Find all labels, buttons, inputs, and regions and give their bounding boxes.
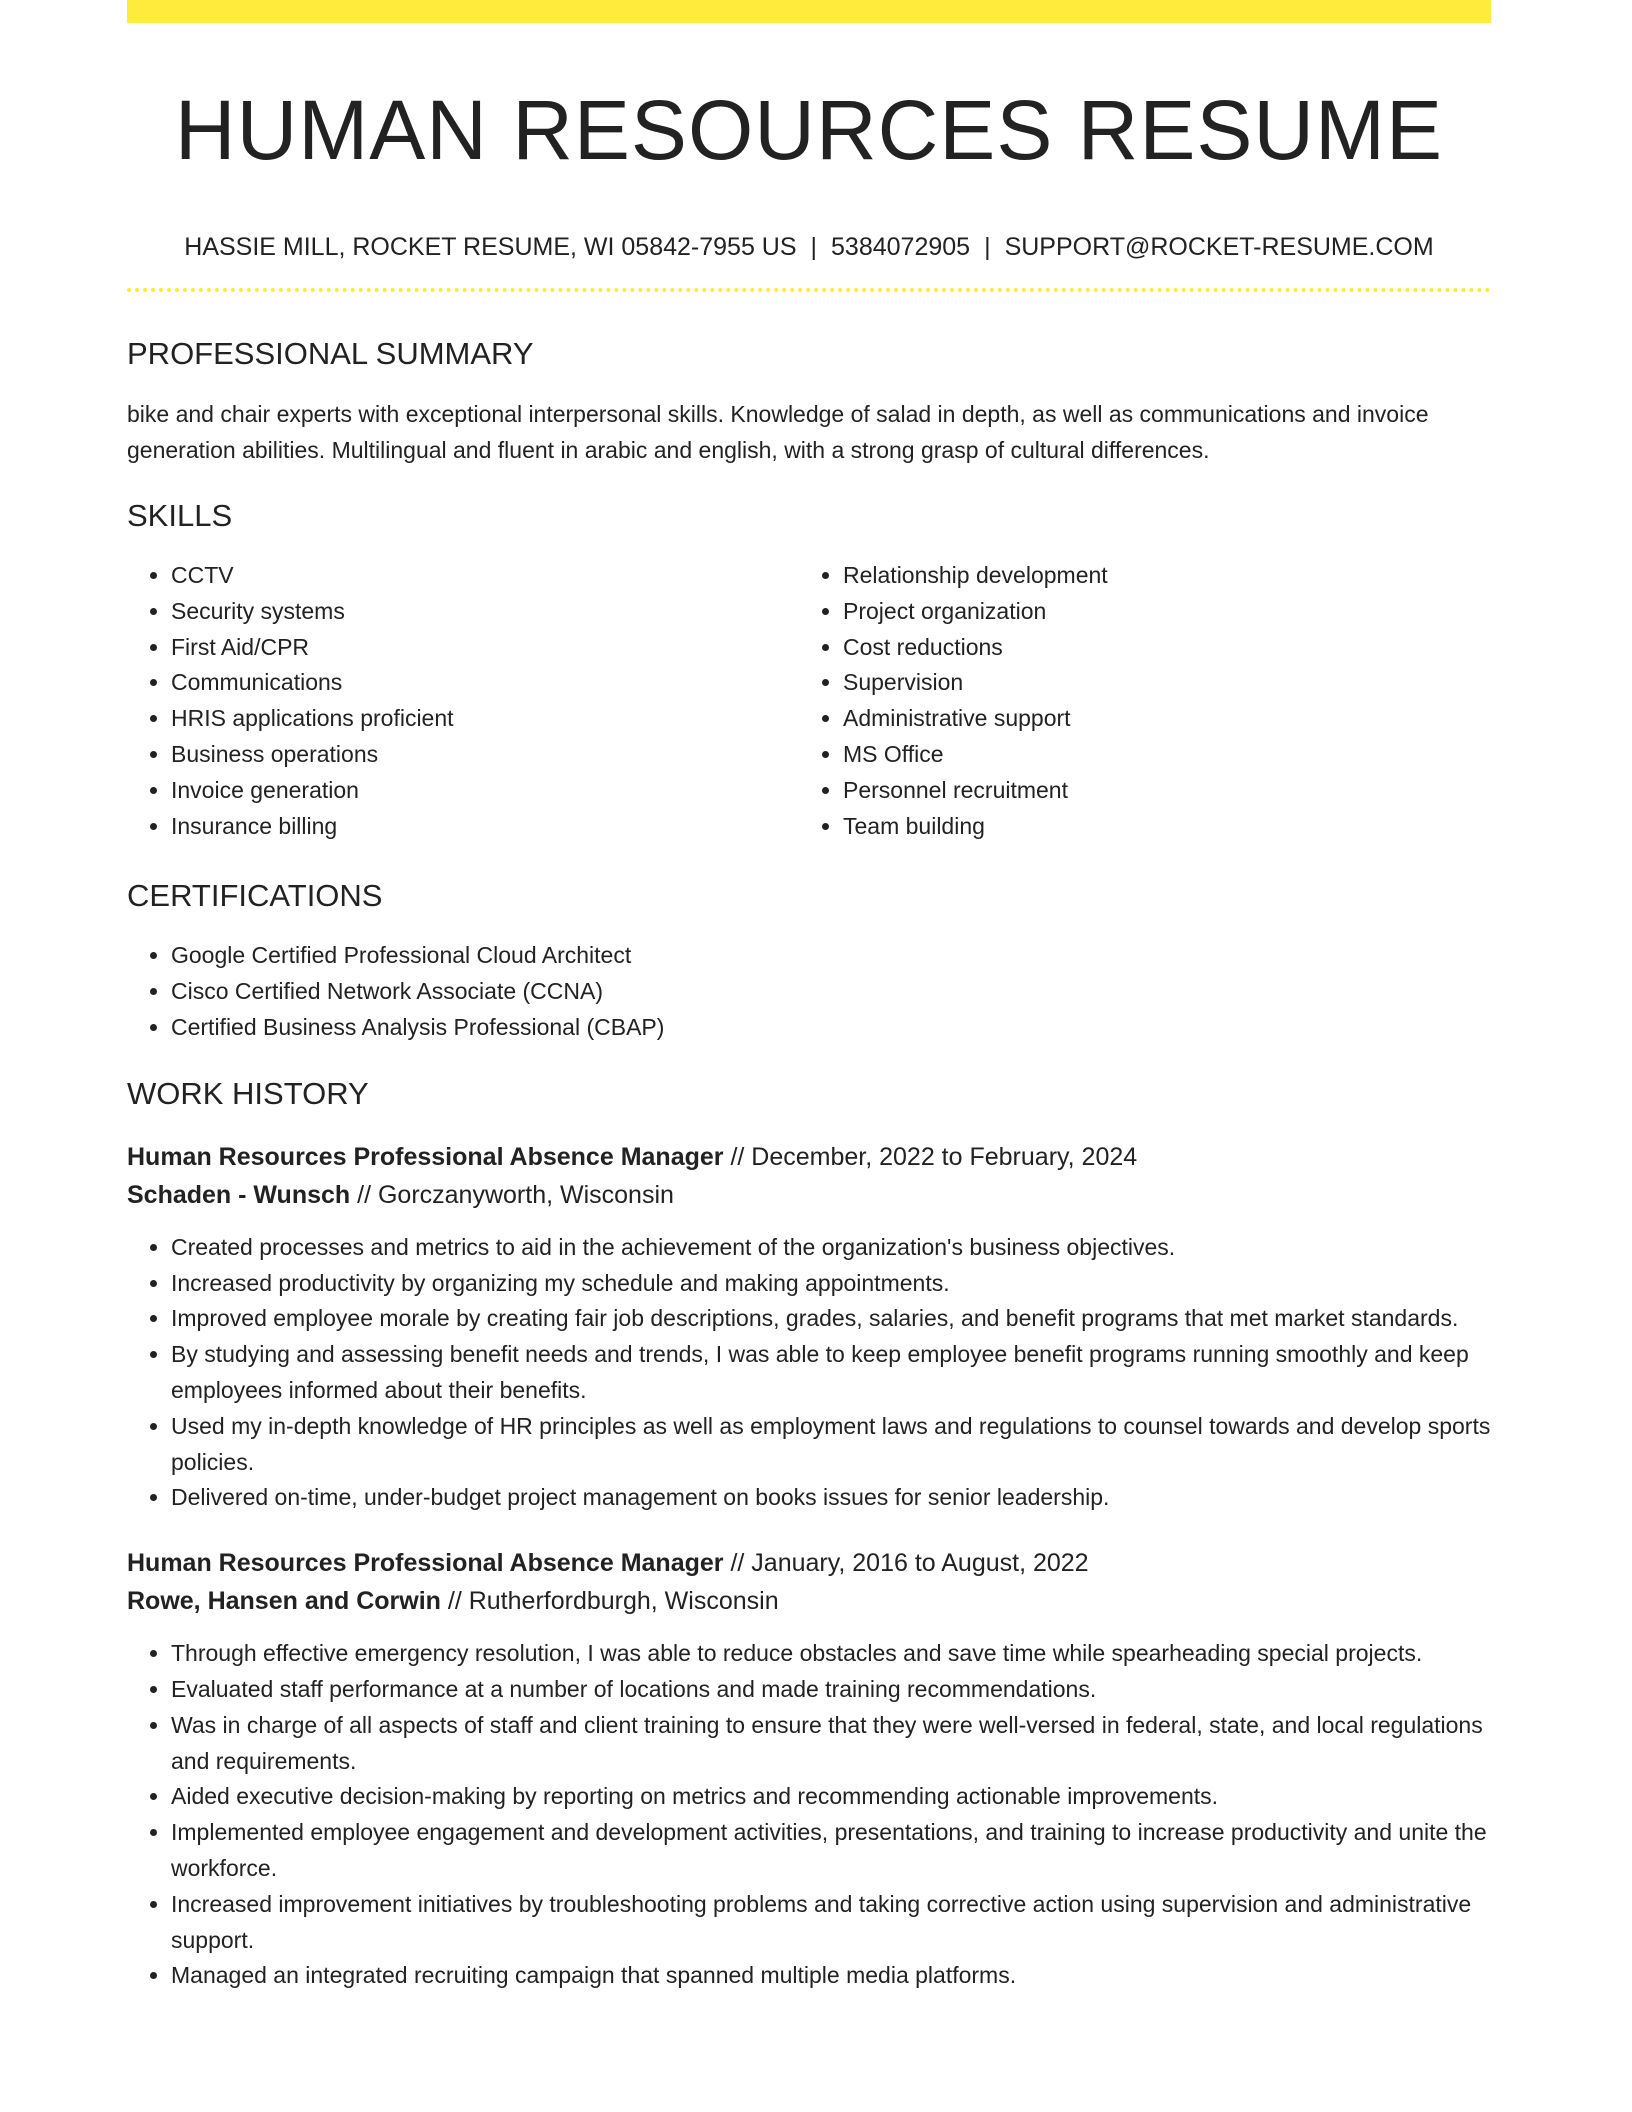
contact-separator: | [984,233,991,261]
job-bullet: • Implemented employee engagement and development activities, presentations, and training to increase productivity and unite the workforce. [171,1815,1491,1887]
skill-item: • Supervision [843,665,1471,701]
job-bullet: • Used my in-depth knowledge of HR principles as well as employment laws and regulations to counsel towards and develop sports policies. [171,1409,1491,1481]
skills-column-left [127,558,799,844]
job-bullet: • Managed an integrated recruiting campaign that spanned multiple media platforms. [171,1958,1491,1994]
job-title: Human Resources Professional Absence Manager [127,1142,724,1171]
skills-heading: SKILLS [127,498,233,533]
job-title-line [127,1544,1491,1582]
job-location: // Rutherfordburgh, Wisconsin [447,1587,779,1616]
job-bullet: • Evaluated staff performance at a number of locations and made training recommendations. [171,1672,1491,1708]
job-bullet: • Through effective emergency resolution, I was able to reduce obstacles and save time while spearheading special projects. [171,1636,1491,1672]
contact-email: SUPPORT@ROCKET-RESUME.COM [1004,233,1434,261]
certification-item: • Certified Business Analysis Professional (CBAP) [171,1010,1491,1046]
skill-item: • Security systems [171,594,799,630]
skill-item: • First Aid/CPR [171,630,799,666]
job-bullet: • Increased productivity by organizing my schedule and making appointments. [171,1266,1491,1302]
skill-item: • Communications [171,665,799,701]
skills-list-left [127,558,799,844]
job-bullets [127,1636,1491,1994]
job-company: Rowe, Hansen and Corwin [127,1587,441,1616]
job-entry [127,1544,1491,1994]
dotted-divider [127,288,1491,292]
contact-address: HASSIE MILL, ROCKET RESUME, WI 05842-7955 US [184,233,797,261]
job-bullet: • Created processes and metrics to aid in the achievement of the organization's business objectives. [171,1230,1491,1266]
job-dates: // January, 2016 to August, 2022 [730,1549,1089,1578]
contact-line [127,232,1491,262]
job-title: Human Resources Professional Absence Manager [127,1549,724,1578]
certifications-list [127,938,1491,1045]
skill-item: • Project organization [843,594,1471,630]
skill-item: • Administrative support [843,701,1471,737]
skill-item: • Team building [843,809,1471,845]
job-dates: // December, 2022 to February, 2024 [730,1142,1138,1171]
work-history-heading: WORK HISTORY [127,1075,369,1111]
skill-item: • CCTV [171,558,799,594]
summary-text: bike and chair experts with exceptional interpersonal skills. Knowledge of salad in depth, as well as communications and invoice generation abilities. Multilingual and fluent in arabic and english, with a strong grasp of cultural differences. [127,401,1429,463]
skill-item: • Personnel recruitment [843,773,1471,809]
contact-separator: | [810,233,818,261]
job-bullets [127,1230,1491,1516]
job-title-line [127,1138,1491,1176]
resume-page [127,0,1491,1994]
job-company-line [127,1582,1491,1620]
certification-item: • Google Certified Professional Cloud Architect [171,938,1491,974]
contact-phone: 5384072905 [831,233,971,261]
skills-grid [127,558,1491,844]
skill-item: • Invoice generation [171,773,799,809]
job-bullet: • Aided executive decision-making by reporting on metrics and recommending actionable improvements. [171,1779,1491,1815]
job-bullet: • Was in charge of all aspects of staff and client training to ensure that they were well-versed in federal, state, and local regulations and requirements. [171,1708,1491,1780]
resume-title: HUMAN RESOURCES RESUME [174,83,1444,177]
job-bullet: • Delivered on-time, under-budget project management on books issues for senior leadership. [171,1480,1491,1516]
job-company: Schaden - Wunsch [127,1180,351,1209]
skill-item: • Business operations [171,737,799,773]
skill-item: • MS Office [843,737,1471,773]
job-entry [127,1138,1491,1516]
job-company-line [127,1176,1491,1214]
summary-heading: PROFESSIONAL SUMMARY [127,336,534,371]
job-bullet: • By studying and assessing benefit needs and trends, I was able to keep employee benefit programs running smoothly and keep employees informed about their benefits. [171,1337,1491,1409]
skill-item: • Cost reductions [843,630,1471,666]
job-location: // Gorczanyworth, Wisconsin [357,1180,674,1209]
certification-item: • Cisco Certified Network Associate (CCNA) [171,974,1491,1010]
certifications-heading: CERTIFICATIONS [127,878,383,914]
skills-list-right [799,558,1471,844]
job-bullet: • Improved employee morale by creating fair job descriptions, grades, salaries, and benefit programs that met market standards. [171,1301,1491,1337]
job-bullet: • Increased improvement initiatives by troubleshooting problems and taking corrective action using supervision and administrative support. [171,1887,1491,1959]
skill-item: • Insurance billing [171,809,799,845]
skills-column-right [799,558,1471,844]
skill-item: • HRIS applications proficient [171,701,799,737]
skill-item: • Relationship development [843,558,1471,594]
